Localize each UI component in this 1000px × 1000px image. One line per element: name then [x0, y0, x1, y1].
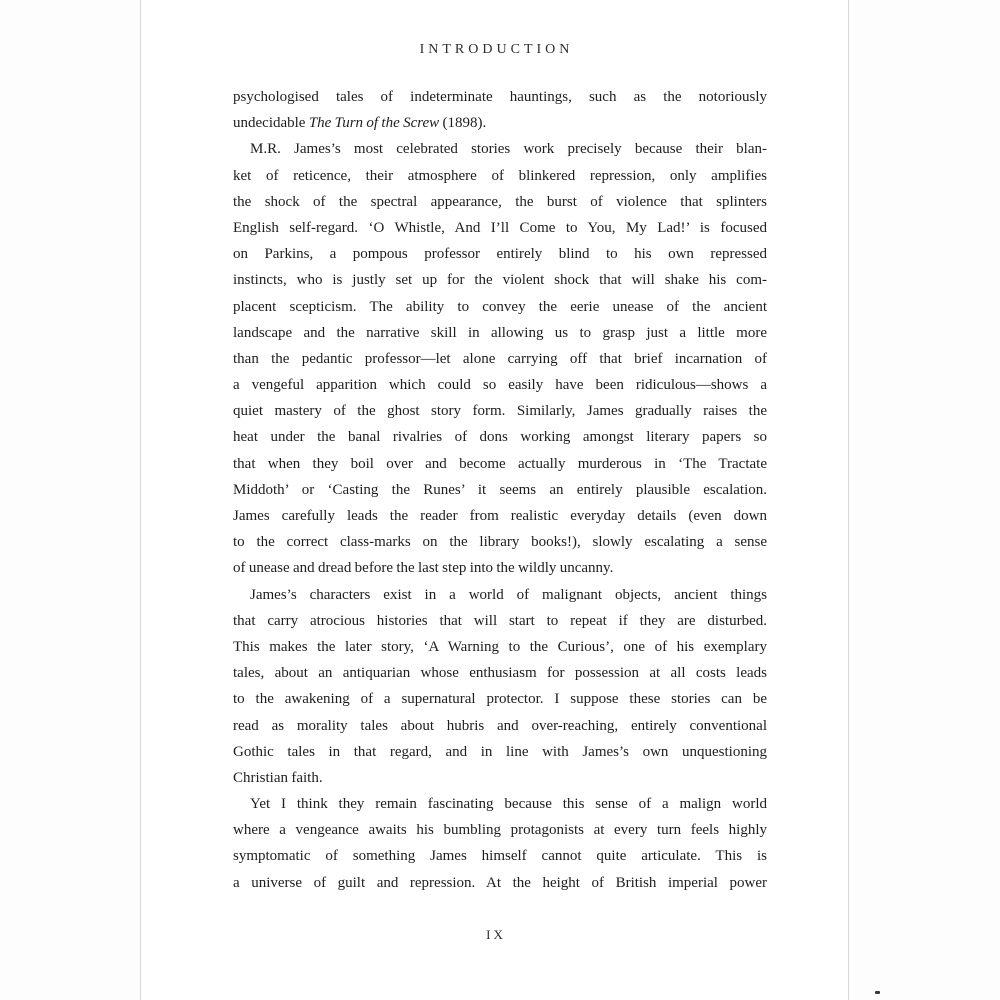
- text-line: James’s characters exist in a world of malignant objects, ancient things: [250, 586, 767, 603]
- text-line: Yet I think they remain fascinating because this sense of a malign world: [250, 796, 767, 813]
- text-line: the shock of the spectral appearance, the burst of violence that splinters: [233, 193, 767, 210]
- book-page: [140, 0, 849, 1000]
- text-line: Middoth’ or ‘Casting the Runes’ it seems an entirely plausible escalation.: [233, 481, 767, 498]
- text-line: instincts, who is justly set up for the violent shock that will shake his com-: [233, 272, 767, 289]
- text-line: Christian faith.: [233, 769, 323, 786]
- text-line: quiet mastery of the ghost story form. Similarly, James gradually raises the: [233, 403, 767, 420]
- text-line: that carry atrocious histories that will start to repeat if they are disturbed.: [233, 612, 767, 629]
- text-line: undecidable The Turn of the Screw (1898).: [233, 115, 487, 132]
- text-line: a universe of guilt and repression. At the height of British imperial power: [233, 874, 767, 891]
- text-line: than the pedantic professor—let alone carrying off that brief incarnation of: [233, 350, 767, 367]
- text-line: of unease and dread before the last step into the wildly uncanny.: [233, 560, 614, 577]
- running-head: INTRODUCTION: [419, 42, 574, 57]
- text-line: to the correct class-marks on the library books!), slowly escalating a sense: [233, 534, 767, 551]
- text-line: heat under the banal rivalries of dons working amongst literary papers so: [233, 429, 767, 446]
- text-line: that when they boil over and become actually murderous in ‘The Tractate: [233, 455, 767, 472]
- body-text: [233, 84, 767, 896]
- text-line: James carefully leads the reader from realistic everyday details (even down: [233, 508, 767, 524]
- text-line: ket of reticence, their atmosphere of blinkered repression, only amplifies: [233, 167, 767, 184]
- text-line: symptomatic of something James himself cannot quite articulate. This is: [233, 848, 767, 865]
- text-line: landscape and the narrative skill in allowing us to grasp just a little more: [233, 324, 767, 341]
- text-line: tales, about an antiquarian whose enthusiasm for possession at all costs leads: [233, 665, 767, 682]
- text-line: English self-regard. ‘O Whistle, And I’ll Come to You, My Lad!’ is focused: [233, 219, 767, 236]
- page-number: IX: [486, 927, 506, 942]
- cursor-artifact: [875, 991, 880, 994]
- text-line: Gothic tales in that regard, and in line with James’s own unquestioning: [233, 743, 767, 760]
- text-line: psychologised tales of indeterminate hauntings, such as the notoriously: [233, 89, 767, 105]
- text-line: M.R. James’s most celebrated stories work precisely because their blan-: [250, 141, 767, 158]
- text-line: This makes the later story, ‘A Warning to the Curious’, one of his exemplary: [233, 638, 767, 655]
- text-line: to the awakening of a supernatural protector. I suppose these stories can be: [233, 691, 767, 708]
- text-line: placent scepticism. The ability to convey the eerie unease of the ancient: [233, 298, 767, 315]
- text-line: on Parkins, a pompous professor entirely blind to his own repressed: [233, 246, 767, 263]
- text-line: a vengeful apparition which could so easily have been ridiculous—shows a: [233, 377, 767, 394]
- text-line: read as morality tales about hubris and over-reaching, entirely conventional: [233, 717, 767, 734]
- text-line: where a vengeance awaits his bumbling protagonists at every turn feels highly: [233, 822, 767, 839]
